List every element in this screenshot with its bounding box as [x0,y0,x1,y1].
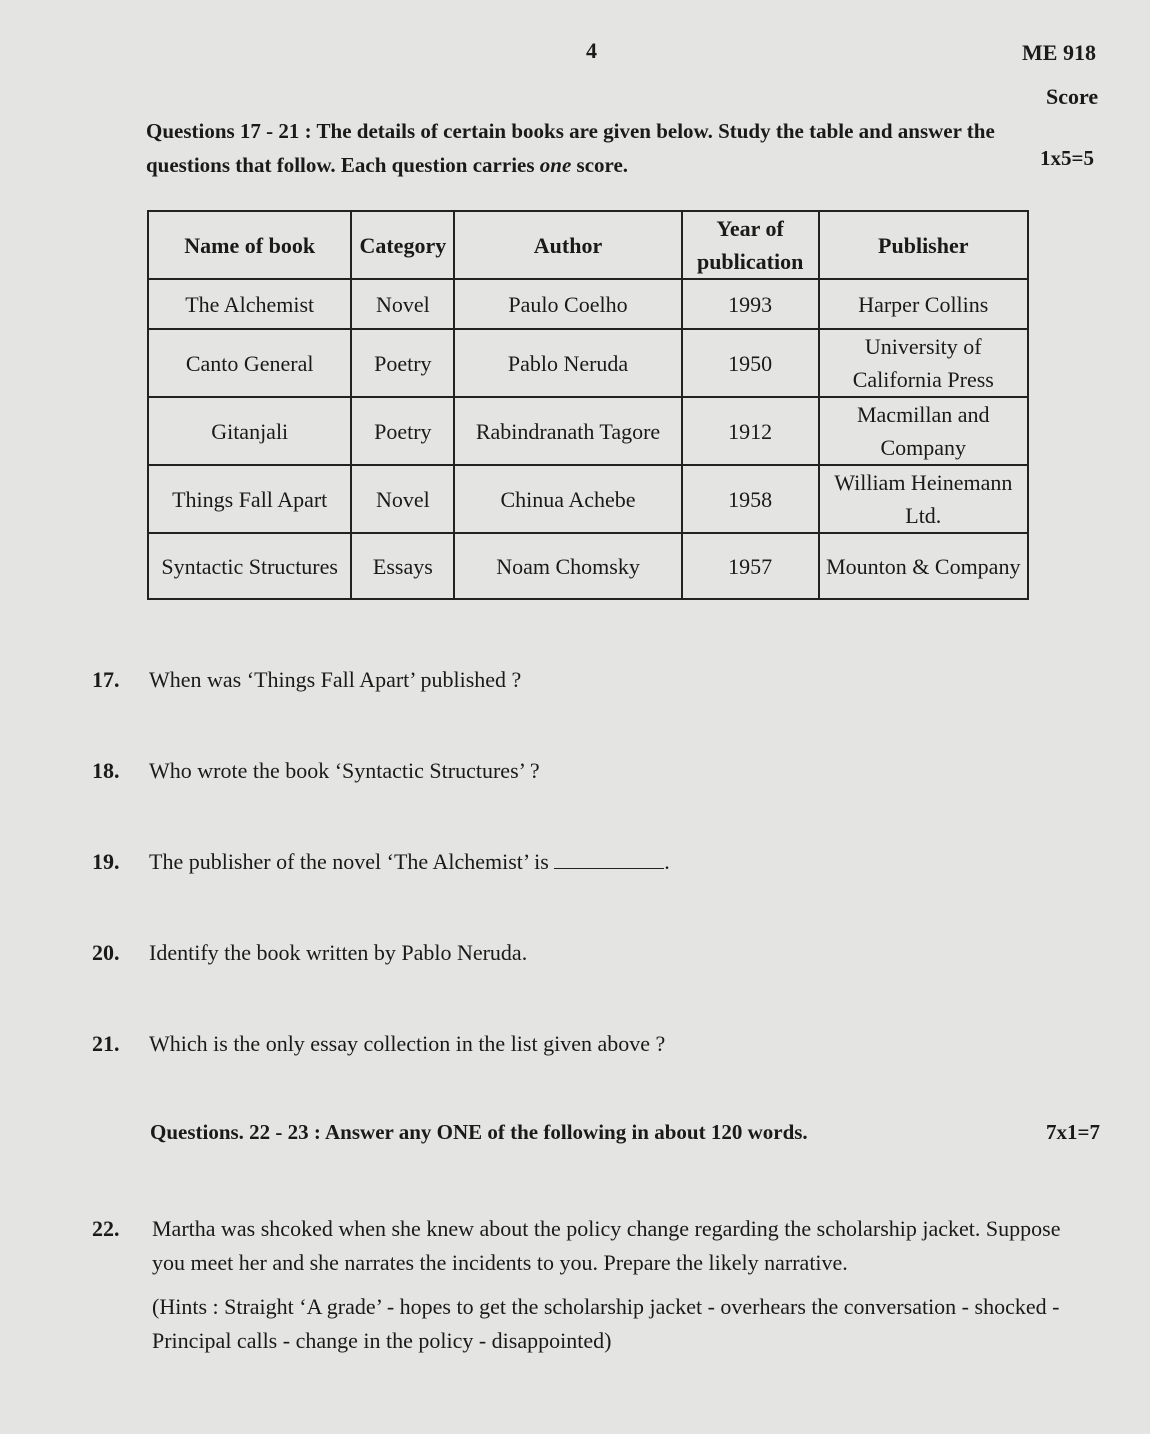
question-text: When was ‘Things Fall Apart’ published ? [149,667,522,692]
question-number: 18. [92,758,120,783]
cell-author: Rabindranath Tagore [454,397,681,465]
question-18 [92,758,540,784]
cell-category: Novel [351,279,454,329]
cell-category: Novel [351,465,454,533]
question-text-end: . [664,849,670,874]
table-row [148,533,1028,599]
section-instruction-17-21: Questions 17 - 21 : The details of certain books are given below. Study the table and answer the questions that follow. Each question carries one score. [146,119,995,177]
cell-author: Pablo Neruda [454,329,681,397]
cell-category: Essays [351,533,454,599]
section-instruction-22-23: Questions. 22 - 23 : Answer any ONE of the following in about 120 words. [150,1120,808,1144]
table-row [148,329,1028,397]
cell-year: 1957 [682,533,819,599]
question-text: Which is the only essay collection in the list given above ? [149,1031,666,1056]
question-number: 17. [92,667,120,692]
question-number: 21. [92,1031,120,1056]
cell-book-name: Things Fall Apart [148,465,351,533]
books-table [147,210,1029,600]
header-publisher: Publisher [819,211,1028,279]
cell-book-name: Gitanjali [148,397,351,465]
question-text: Identify the book written by Pablo Neruda. [149,940,528,965]
cell-book-name: Canto General [148,329,351,397]
question-19 [92,849,670,875]
question-17 [92,667,521,693]
table-row [148,279,1028,329]
cell-publisher: Macmillan and Company [819,397,1028,465]
cell-book-name: Syntactic Structures [148,533,351,599]
cell-category: Poetry [351,397,454,465]
question-number: 20. [92,940,120,965]
cell-year: 1912 [682,397,819,465]
table-header-row [148,211,1028,279]
question-20 [92,940,527,966]
cell-category: Poetry [351,329,454,397]
score-column-header: Score [1046,84,1099,109]
section-score-22-23: 7x1=7 [1046,1120,1100,1144]
question-text: Who wrote the book ‘Syntactic Structures’ ? [149,758,540,783]
header-category: Category [351,211,454,279]
question-number: 19. [92,849,120,874]
header-year: Year of publication [682,211,819,279]
table-row [148,397,1028,465]
cell-publisher: Harper Collins [819,279,1028,329]
page-number: 4 [586,38,597,63]
cell-year: 1958 [682,465,819,533]
answer-blank [554,850,664,869]
question-text: The publisher of the novel ‘The Alchemist’ is [149,849,555,874]
section-score-17-21: 1x5=5 [1040,146,1094,170]
question-hints: (Hints : Straight ‘A grade’ - hopes to get the scholarship jacket - overhears the conversation - shocked - Principal calls - change in the policy - disappointed) [152,1294,1060,1353]
table-row [148,465,1028,533]
cell-year: 1993 [682,279,819,329]
paper-code: ME 918 [1022,40,1096,65]
header-author: Author [454,211,681,279]
cell-publisher: Mounton & Company [819,533,1028,599]
question-text: Martha was shcoked when she knew about the policy change regarding the scholarship jacket. Suppose you meet her and she narrates the incidents to you. Prepare the likely narrative. [152,1216,1061,1275]
question-22 [92,1212,1062,1358]
header-name-of-book: Name of book [148,211,351,279]
question-21 [92,1031,665,1057]
cell-publisher: William Heinemann Ltd. [819,465,1028,533]
cell-author: Paulo Coelho [454,279,681,329]
cell-year: 1950 [682,329,819,397]
cell-book-name: The Alchemist [148,279,351,329]
cell-publisher: University of California Press [819,329,1028,397]
question-number: 22. [92,1216,120,1241]
cell-author: Chinua Achebe [454,465,681,533]
cell-author: Noam Chomsky [454,533,681,599]
